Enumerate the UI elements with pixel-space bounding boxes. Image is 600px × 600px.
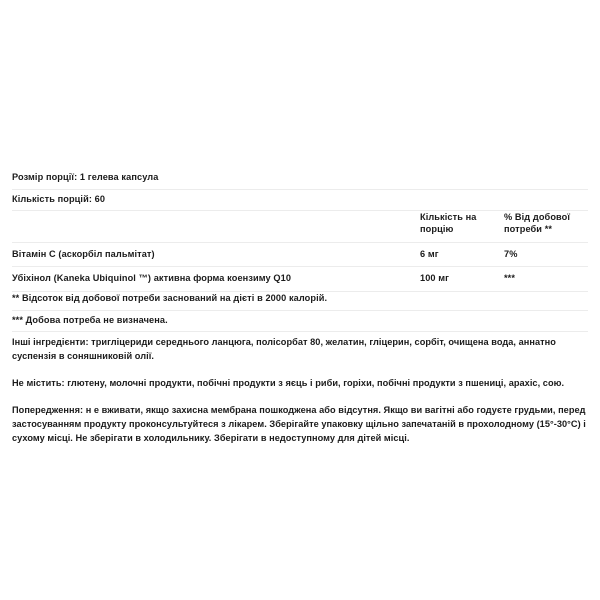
nutrient-amount: 100 мг [420,267,504,291]
free-from-paragraph: Не містить: глютену, молочні продукти, побічні продукти з яєць і риби, горіхи, побічні продукти з пшениці, арахіс, сою. [12,377,565,388]
nutrient-daily-value: *** [504,267,588,291]
table-header-row [12,208,588,243]
nutrient-name: Вітамін С (аскорбіл пальмітат) [12,243,420,267]
footnotes-block [12,289,588,332]
additional-info-block [12,336,588,446]
serving-info-block [12,168,588,211]
column-header-amount-per-serving: Кількість на порцію [420,208,504,243]
footnote-daily-value-basis: ** Відсоток від добової потреби заснований на дієті в 2000 калорій. [12,289,588,311]
footnote-daily-value-not-established: *** Добова потреба не визначена. [12,311,588,333]
nutrient-daily-value: 7% [504,243,588,267]
serving-size-row: Розмір порції: 1 гелева капсула [12,168,588,190]
servings-per-container-row: Кількість порцій: 60 [12,190,588,212]
nutrient-name: Убіхінол (Kaneka Ubiquinol ™) активна форма коензиму Q10 [12,267,420,291]
table-row [12,243,588,267]
nutrient-amount: 6 мг [420,243,504,267]
other-ingredients-paragraph: Інші інгредієнти: тригліцериди середнього ланцюга, полісорбат 80, желатин, гліцерин, сорбіт, очищена вода, аннатно суспензія в соняшниковій олії. [12,337,556,361]
supplement-facts-table [12,208,588,292]
column-header-name [12,208,420,243]
warning-paragraph: Попередження: н е вживати, якщо захисна мембрана пошкоджена або відсутня. Якщо ви вагітні або годуєте грудьми, перед застосуванням продукту проконсультуйтеся з лікарем. Зберігайте упаковку щільно запечатаній в прохолодному (15°-30°C) і сухому місці. Не зберігати в холодильнику. Зберігати в недоступному для дітей місці. [12,404,586,443]
table-row [12,267,588,291]
column-header-daily-value: % Від добової потреби ** [504,208,588,243]
